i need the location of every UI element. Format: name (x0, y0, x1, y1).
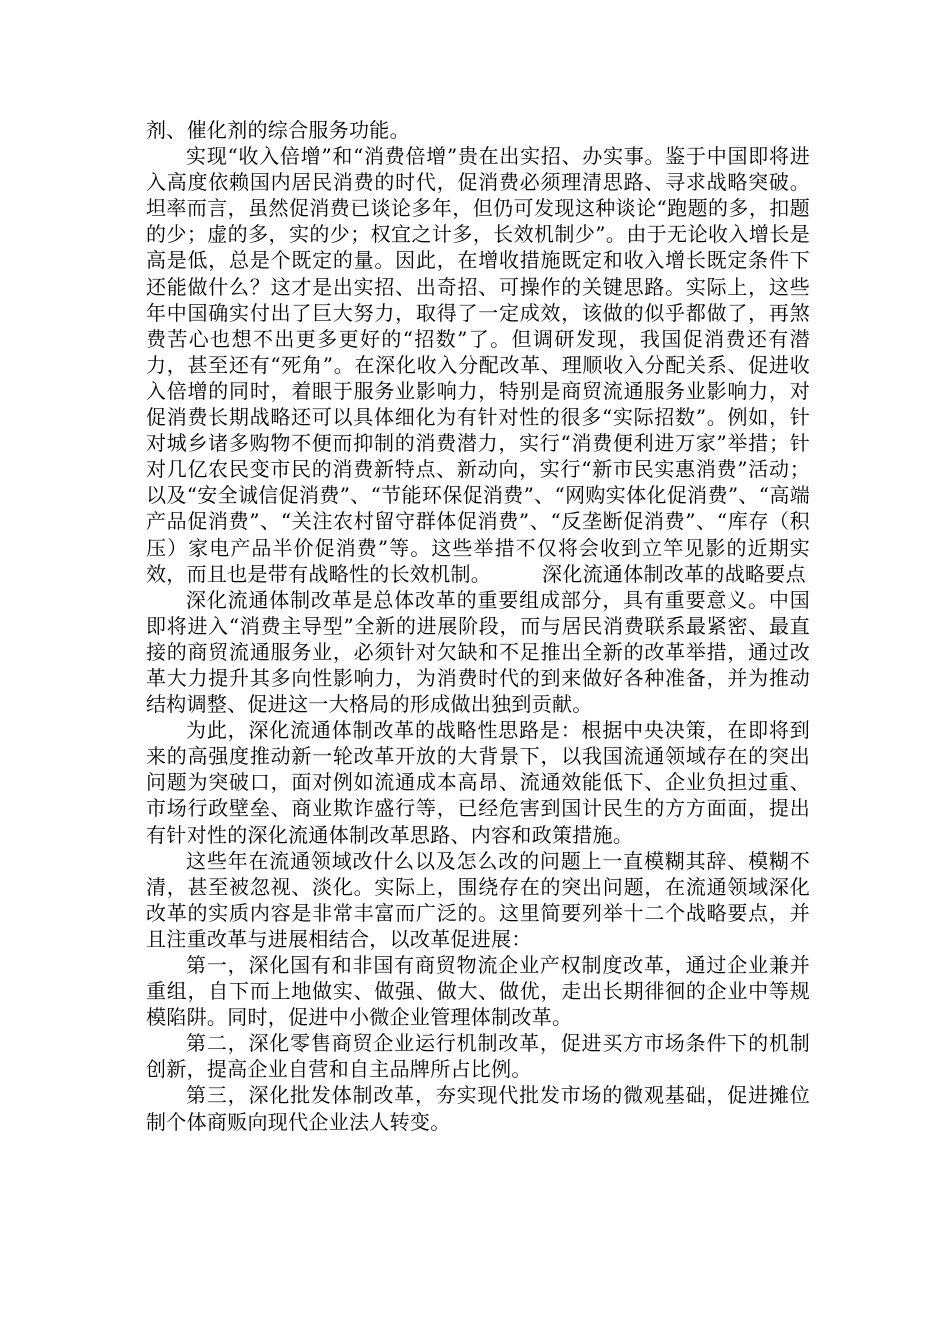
paragraph: 这些年在流通领域改什么以及怎么改的问题上一直模糊其辞、模糊不清，甚至被忽视、淡化。实际上，围绕存在的突出问题，在流通领域深化改革的实质内容是非常丰富而广泛的。这里简要列举十二个战略要点，并且注重改革与进展相结合，以改革促进展： (146, 848, 810, 951)
paragraph: 第一，深化国有和非国有商贸物流企业产权制度改革，通过企业兼并重组，自下而上地做实、做强、做大、做优，走出长期徘徊的企业中等规模陷阱。同时，促进中小微企业管理体制改革。 (146, 953, 810, 1030)
paragraph: 第二，深化零售商贸企业运行机制改革，促进买方市场条件下的机制创新，提高企业自营和自主品牌所占比例。 (146, 1031, 810, 1082)
paragraph: 实现“收入倍增”和“消费倍增”贵在出实招、办实事。鉴于中国即将进入高度依赖国内居民消费的时代，促消费必须理清思路、寻求战略突破。坦率而言，虽然促消费已谈论多年，但仍可发现这种谈论“跑题的多，扣题的少；虚的多，实的少；权宜之计多，长效机制少”。由于无论收入增长是高是低，总是个既定的量。因此，在增收措施既定和收入增长既定条件下还能做什么？这才是出实招、出奇招、可操作的关键思路。实际上，这些年中国确实付出了巨大努力，取得了一定成效，该做的似乎都做了，再煞费苦心也想不出更多更好的“招数”了。但调研发现，我国促消费还有潜力，甚至还有“死角”。在深化收入分配改革、理顺收入分配关系、促进收入倍增的同时，着眼于服务业影响力，特别是商贸流通服务业影响力，对促消费长期战略还可以具体细化为有针对性的很多“实际招数”。例如，针对城乡诸多购物不便而抑制的消费潜力，实行“消费便利进万家”举措；针对几亿农民变市民的消费新特点、新动向，实行“新市民实惠消费”活动；以及“安全诚信促消费”、“节能环保促消费”、“网购实体化促消费”、“高端产品促消费”、“关注农村留守群体促消费”、“反垄断促消费”、“库存（积压）家电产品半价促消费”等。这些举措不仅将会收到立竿见影的近期实效，而且也是带有战略性的长效机制。 深化流通体制改革的战略要点 (146, 144, 810, 586)
paragraph: 第三，深化批发体制改革，夯实现代批发市场的微观基础，促进摊位制个体商贩向现代企业法人转变。 (146, 1083, 810, 1134)
paragraph: 深化流通体制改革是总体改革的重要组成部分，具有重要意义。中国即将进入“消费主导型”全新的进展阶段，而与居民消费联系最紧密、最直接的商贸流通服务业，必须针对欠缺和不足推出全新的改革举措，通过改革大力提升其多向性影响力，为消费时代的到来做好各种准备，并为推动结构调整、促进这一大格局的形成做出独到贡献。 (146, 587, 810, 717)
paragraph: 剂、催化剂的综合服务功能。 (146, 118, 410, 142)
document-body (146, 117, 810, 1135)
paragraph: 为此，深化流通体制改革的战略性思路是：根据中央决策，在即将到来的高强度推动新一轮改革开放的大背景下，以我国流通领域存在的突出问题为突破口，面对例如流通成本高昂、流通效能低下、企业负担过重、市场行政壁垒、商业欺诈盛行等，已经危害到国计民生的方方面面，提出有针对性的深化流通体制改革思路、内容和政策措施。 (146, 718, 810, 847)
